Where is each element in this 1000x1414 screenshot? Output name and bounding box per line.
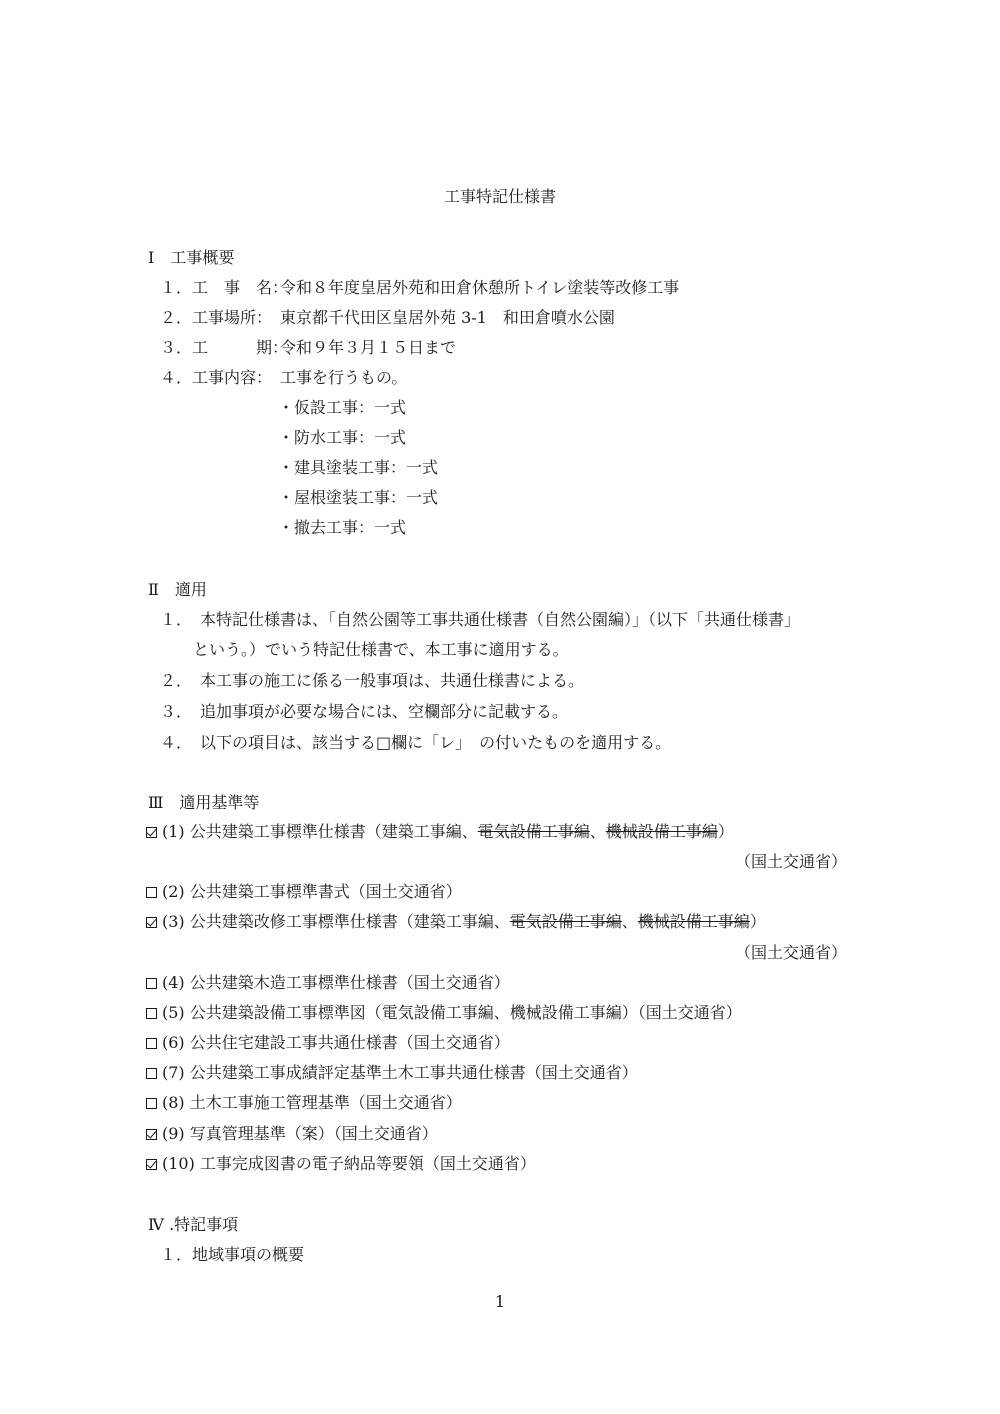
- checkbox-unchecked-icon[interactable]: [146, 978, 157, 989]
- item-number: １．: [160, 278, 193, 297]
- project-period-row: [160, 338, 456, 358]
- section2-heading: Ⅱ 適用: [148, 580, 207, 599]
- checkbox-checked-icon[interactable]: [146, 1159, 157, 1170]
- struck-text: 機械設備工事編: [605, 822, 718, 841]
- standard-item-5: (5) 公共建築設備工事標準図（電気設備工事編、機械設備工事編）（国土交通省）: [146, 1003, 742, 1023]
- item-number: ２．: [160, 308, 193, 327]
- standard-item-1: (1) 公共建築工事標準仕様書（建築工事編、電気設備工事編、機械設備工事編）: [146, 822, 734, 842]
- document-title: 工事特記仕様書: [443, 187, 556, 206]
- struck-text: 電気設備工事編: [509, 912, 622, 931]
- standard-item-8: (8) 土木工事施工管理基準（国土交通省）: [146, 1093, 462, 1113]
- page-number: 1: [494, 1292, 506, 1311]
- item-label: 工事場所：: [192, 308, 273, 327]
- item-label: 工 期：: [192, 338, 289, 357]
- standard-item-4: (4) 公共建築木造工事標準仕様書（国土交通省）: [146, 973, 510, 993]
- checkbox-checked-icon[interactable]: [146, 917, 157, 928]
- item-number: ３．: [160, 338, 193, 357]
- work-item: ・防水工事：一式: [278, 428, 407, 447]
- item-value: 東京都千代田区皇居外苑 3-1 和田倉噴水公園: [280, 308, 615, 327]
- section3-heading: Ⅲ 適用基準等: [148, 793, 260, 812]
- apply-item-1-cont: という。）でいう特記仕様書で、本工事に適用する。: [193, 640, 569, 659]
- item-number: ４．: [160, 368, 193, 387]
- apply-item-1: １． 本特記仕様書は、「自然公園等工事共通仕様書（自然公園編）」（以下「共通仕様書」: [160, 610, 801, 629]
- standard-item-9: (9) 写真管理基準（案）（国土交通省）: [146, 1124, 438, 1144]
- standard-item-7: (7) 公共建築工事成績評定基準土木工事共通仕様書（国土交通省）: [146, 1063, 638, 1083]
- checkbox-unchecked-icon[interactable]: [146, 1008, 157, 1019]
- standard-item-3-issuer: （国土交通省）: [734, 943, 847, 962]
- standard-item-3: (3) 公共建築改修工事標準仕様書（建築工事編、電気設備工事編、機械設備工事編）: [146, 912, 766, 932]
- project-content-row: [160, 368, 407, 388]
- checkbox-unchecked-icon[interactable]: [146, 887, 157, 898]
- apply-item-3: ３． 追加事項が必要な場合には、空欄部分に記載する。: [160, 702, 569, 721]
- checkbox-unchecked-icon[interactable]: [146, 1068, 157, 1079]
- checkbox-unchecked-icon[interactable]: [146, 1038, 157, 1049]
- work-item: ・仮設工事：一式: [278, 398, 407, 417]
- apply-item-4: ４． 以下の項目は、該当する□欄に「レ」 の付いたものを適用する。: [160, 733, 672, 752]
- standard-item-1-issuer: （国土交通省）: [734, 852, 847, 871]
- checkbox-unchecked-icon[interactable]: [146, 1098, 157, 1109]
- item-label: 工 事 名：: [192, 278, 289, 297]
- item-value: 令和９年３月１５日まで: [280, 338, 457, 357]
- standard-item-2: (2) 公共建築工事標準書式（国土交通省）: [146, 882, 462, 902]
- work-item: ・屋根塗装工事：一式: [278, 488, 439, 507]
- section1-heading: Ⅰ 工事概要: [148, 248, 235, 267]
- apply-item-2: ２． 本工事の施工に係る一般事項は、共通仕様書による。: [160, 671, 585, 690]
- struck-text: 電気設備工事編: [477, 822, 590, 841]
- checkbox-checked-icon[interactable]: [146, 827, 157, 838]
- checkbox-checked-icon[interactable]: [146, 1129, 157, 1140]
- standard-item-10: (10) 工事完成図書の電子納品等要領（国土交通省）: [146, 1154, 536, 1174]
- item-label: 工事内容：: [192, 368, 273, 387]
- project-location-row: [160, 308, 615, 328]
- struck-text: 機械設備工事編: [637, 912, 750, 931]
- item-value: 工事を行うもの。: [280, 368, 408, 387]
- standard-item-6: (6) 公共住宅建設工事共通仕様書（国土交通省）: [146, 1033, 510, 1053]
- special-item-1: １．地域事項の概要: [160, 1245, 305, 1264]
- work-item: ・建具塗装工事：一式: [278, 458, 439, 477]
- work-item: ・撤去工事：一式: [278, 518, 407, 537]
- section4-heading: Ⅳ .特記事項: [148, 1215, 239, 1234]
- project-name-row: [160, 278, 679, 298]
- item-value: 令和８年度皇居外苑和田倉休憩所トイレ塗装等改修工事: [280, 278, 680, 297]
